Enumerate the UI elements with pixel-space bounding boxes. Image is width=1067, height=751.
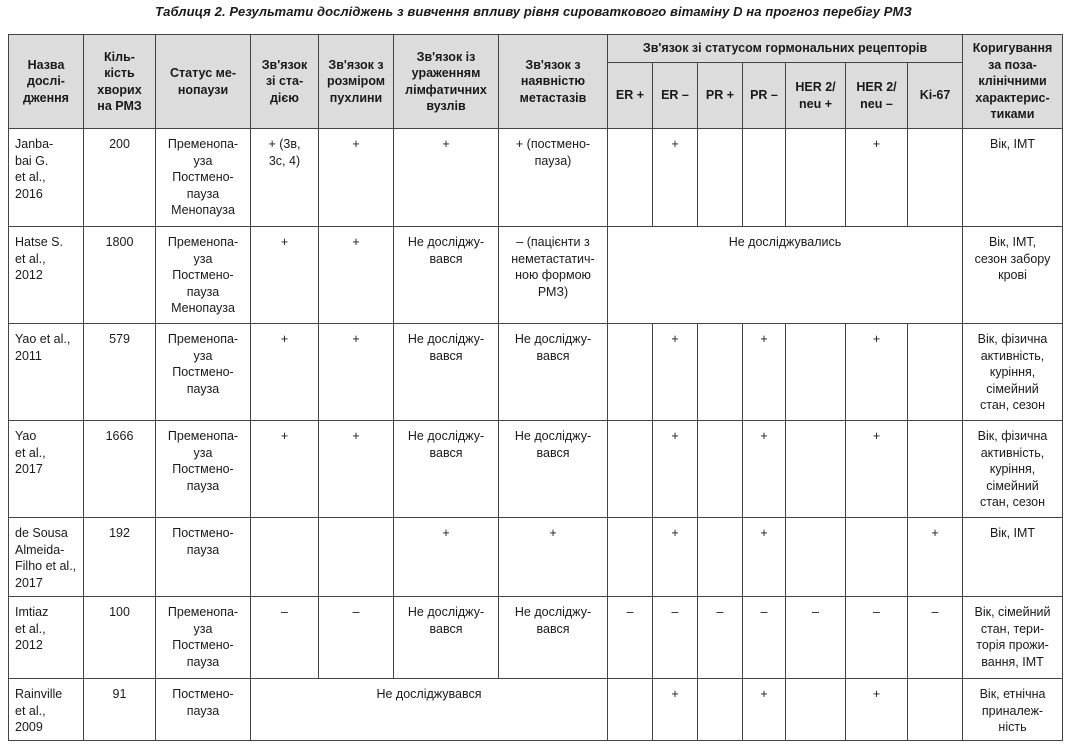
cell-pr-neg: + <box>743 421 786 518</box>
cell-name: Imtiaz et al., 2012 <box>9 597 84 679</box>
cell-pr-neg: + <box>743 679 786 741</box>
cell-metastasis: Не досліджу- вався <box>499 421 608 518</box>
cell-size: + <box>319 227 394 324</box>
cell-ki67 <box>908 129 963 227</box>
cell-size <box>319 518 394 597</box>
cell-her-neg: + <box>846 421 908 518</box>
cell-menopause: Пременопа- уза Постмено- пауза <box>156 597 251 679</box>
header-count: Кіль- кість хворих на РМЗ <box>84 35 156 129</box>
cell-er-neg: – <box>653 597 698 679</box>
cell-menopause: Пременопа- уза Постмено- пауза Менопауза <box>156 129 251 227</box>
table-row <box>9 324 1063 421</box>
cell-menopause: Пременопа- уза Постмено- пауза <box>156 324 251 421</box>
cell-pr-neg <box>743 129 786 227</box>
header-receptors: Зв'язок зі статусом гормональних рецепторів <box>608 35 963 63</box>
cell-her-neg: + <box>846 679 908 741</box>
cell-ki67: + <box>908 518 963 597</box>
cell-her-neg <box>846 518 908 597</box>
cell-menopause: Пременопа- уза Постмено- пауза Менопауза <box>156 227 251 324</box>
cell-her-neg: – <box>846 597 908 679</box>
header-metastasis: Зв'язок з наявністю метастазів <box>499 35 608 129</box>
cell-lymph: Не досліджу- вався <box>394 324 499 421</box>
cell-her-pos <box>786 324 846 421</box>
cell-count: 200 <box>84 129 156 227</box>
cell-er-neg: + <box>653 421 698 518</box>
cell-lymph: + <box>394 129 499 227</box>
cell-size: + <box>319 129 394 227</box>
cell-adjust: Вік, ІМТ <box>963 129 1063 227</box>
cell-name: Yao et al., 2011 <box>9 324 84 421</box>
cell-menopause: Постмено- пауза <box>156 518 251 597</box>
cell-pr-neg: + <box>743 324 786 421</box>
cell-her-neg: + <box>846 129 908 227</box>
cell-er-pos: – <box>608 597 653 679</box>
cell-metastasis: + (постмено- пауза) <box>499 129 608 227</box>
cell-adjust: Вік, фізична активність, куріння, сімейний стан, сезон <box>963 421 1063 518</box>
cell-adjust: Вік, фізична активність, куріння, сімейний стан, сезон <box>963 324 1063 421</box>
cell-stage: – <box>251 597 319 679</box>
cell-middle-span: Не досліджувався <box>251 679 608 741</box>
header-her-pos: HER 2/ neu + <box>786 63 846 129</box>
header-adjust: Коригування за поза- клінічними характерис- тиками <box>963 35 1063 129</box>
cell-er-pos <box>608 324 653 421</box>
table-row <box>9 227 1063 324</box>
cell-receptors-span: Не досліджувались <box>608 227 963 324</box>
table-row <box>9 518 1063 597</box>
cell-ki67 <box>908 324 963 421</box>
cell-ki67 <box>908 679 963 741</box>
cell-lymph: Не досліджу- вався <box>394 421 499 518</box>
cell-er-neg: + <box>653 129 698 227</box>
header-menopause: Статус ме- нопаузи <box>156 35 251 129</box>
cell-metastasis: Не досліджу- вався <box>499 597 608 679</box>
cell-ki67: – <box>908 597 963 679</box>
cell-pr-pos <box>698 324 743 421</box>
cell-her-neg: + <box>846 324 908 421</box>
cell-her-pos: – <box>786 597 846 679</box>
cell-stage <box>251 518 319 597</box>
header-lymph: Зв'язок із ураженням лімфатичних вузлів <box>394 35 499 129</box>
cell-name: Rainville et al., 2009 <box>9 679 84 741</box>
cell-her-pos <box>786 421 846 518</box>
cell-size: + <box>319 324 394 421</box>
header-pr-pos: PR + <box>698 63 743 129</box>
cell-er-neg: + <box>653 324 698 421</box>
cell-pr-neg: – <box>743 597 786 679</box>
header-name: Назва дослі- дження <box>9 35 84 129</box>
table-row <box>9 597 1063 679</box>
cell-stage: + (3в, 3с, 4) <box>251 129 319 227</box>
cell-count: 100 <box>84 597 156 679</box>
cell-lymph: Не досліджу- вався <box>394 597 499 679</box>
cell-adjust: Вік, ІМТ <box>963 518 1063 597</box>
header-size: Зв'язок з розміром пухлини <box>319 35 394 129</box>
cell-count: 192 <box>84 518 156 597</box>
cell-name: de Sousa Almeida- Filho et al., 2017 <box>9 518 84 597</box>
cell-pr-pos <box>698 679 743 741</box>
cell-her-pos <box>786 679 846 741</box>
header-stage: Зв'язок зі ста- дією <box>251 35 319 129</box>
cell-pr-pos <box>698 518 743 597</box>
cell-lymph: + <box>394 518 499 597</box>
cell-metastasis: + <box>499 518 608 597</box>
header-her-neg: HER 2/ neu – <box>846 63 908 129</box>
cell-pr-pos <box>698 421 743 518</box>
header-pr-neg: PR – <box>743 63 786 129</box>
cell-metastasis: – (пацієнти з неметастатич- ною формою РМЗ) <box>499 227 608 324</box>
cell-ki67 <box>908 421 963 518</box>
cell-metastasis: Не досліджу- вався <box>499 324 608 421</box>
cell-er-pos <box>608 518 653 597</box>
cell-name: Yao et al., 2017 <box>9 421 84 518</box>
cell-pr-neg: + <box>743 518 786 597</box>
table-caption: Таблиця 2. Результати досліджень з вивчення впливу рівня сироваткового вітаміну D на прогноз перебігу РМЗ <box>155 4 912 19</box>
cell-her-pos <box>786 518 846 597</box>
cell-er-pos <box>608 421 653 518</box>
cell-name: Janba- bai G. et al., 2016 <box>9 129 84 227</box>
table-row <box>9 129 1063 227</box>
cell-pr-pos <box>698 129 743 227</box>
cell-stage: + <box>251 324 319 421</box>
cell-stage: + <box>251 421 319 518</box>
cell-lymph: Не досліджу- вався <box>394 227 499 324</box>
cell-count: 91 <box>84 679 156 741</box>
cell-adjust: Вік, ІМТ, сезон забору крові <box>963 227 1063 324</box>
cell-er-neg: + <box>653 679 698 741</box>
header-ki67: Ki-67 <box>908 63 963 129</box>
cell-count: 1666 <box>84 421 156 518</box>
cell-stage: + <box>251 227 319 324</box>
cell-menopause: Пременопа- уза Постмено- пауза <box>156 421 251 518</box>
cell-adjust: Вік, сімейний стан, тери- торія прожи- вання, ІМТ <box>963 597 1063 679</box>
cell-count: 579 <box>84 324 156 421</box>
header-er-neg: ER – <box>653 63 698 129</box>
table-row <box>9 421 1063 518</box>
header-er-pos: ER + <box>608 63 653 129</box>
cell-adjust: Вік, етнічна приналеж- ність <box>963 679 1063 741</box>
cell-her-pos <box>786 129 846 227</box>
cell-name: Hatse S. et al., 2012 <box>9 227 84 324</box>
cell-size: – <box>319 597 394 679</box>
results-table <box>8 34 1063 741</box>
cell-er-neg: + <box>653 518 698 597</box>
cell-er-pos <box>608 679 653 741</box>
cell-size: + <box>319 421 394 518</box>
table-row <box>9 679 1063 741</box>
cell-er-pos <box>608 129 653 227</box>
cell-pr-pos: – <box>698 597 743 679</box>
cell-count: 1800 <box>84 227 156 324</box>
cell-menopause: Постмено- пауза <box>156 679 251 741</box>
